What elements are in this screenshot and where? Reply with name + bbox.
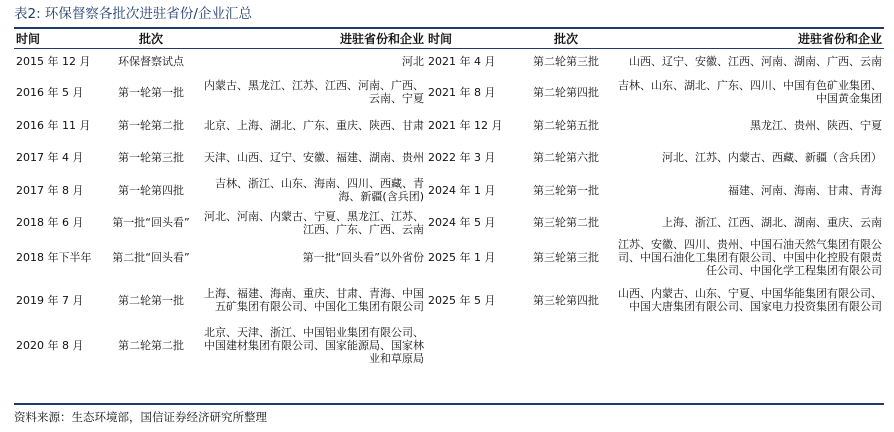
cell-batch-right: 第二轮第六批	[533, 151, 599, 164]
header-provinces-right: 进驻省份和企业	[797, 32, 882, 46]
cell-batch: 第二轮第二批	[118, 339, 184, 352]
table-row	[14, 238, 884, 277]
cell-provinces-right: 江苏、安徽、四川、贵州、中国石油天然气集团有限公司、中国石油化工集团有限公司、中国中化控股有限责任公司、中国化学工程集团有限公司	[618, 238, 882, 277]
table-row	[14, 48, 884, 75]
cell-time-right: 2025 年 5 月	[428, 293, 496, 307]
cell-time-right: 2024 年 5 月	[428, 216, 496, 229]
table-row	[14, 142, 884, 173]
cell-provinces: 吉林、浙江、山东、海南、四川、西藏、青海、新疆(含兵团)	[215, 177, 424, 203]
table-header-row	[14, 29, 884, 48]
cell-time: 2018 年下半年	[16, 251, 92, 264]
cell-provinces-right: 黑龙江、贵州、陕西、宁夏	[750, 119, 882, 132]
cell-time: 2015 年 12 月	[16, 55, 91, 68]
header-time: 时间	[16, 32, 41, 46]
cell-batch: 第一轮第一批	[118, 85, 184, 99]
cell-batch-right: 第二轮第三批	[533, 55, 599, 68]
table-title: 表2: 环保督察各批次进驻省份/企业汇总	[14, 6, 252, 22]
header-batch-right: 批次	[553, 32, 578, 46]
cell-batch: 第一轮第三批	[118, 151, 184, 164]
table-row	[14, 109, 884, 142]
header-provinces: 进驻省份和企业	[339, 32, 424, 46]
table-row	[14, 173, 884, 207]
cell-batch: 第一轮第二批	[118, 119, 184, 132]
cell-time: 2017 年 4 月	[16, 151, 84, 164]
cell-batch: 第一批“回头看”	[112, 216, 190, 229]
cell-time-right: 2025 年 1 月	[428, 251, 496, 264]
table-row	[14, 75, 884, 109]
table-row	[14, 277, 884, 323]
cell-provinces-right: 山西、内蒙古、山东、宁夏、中国华能集团有限公司、中国大唐集团有限公司、国家电力投资集团有限公司	[618, 287, 882, 313]
cell-batch-right: 第三轮第二批	[533, 216, 599, 229]
cell-provinces-right: 山西、辽宁、安徽、江西、河南、湖南、广西、云南	[629, 55, 882, 68]
cell-time: 2020 年 8 月	[16, 339, 84, 352]
cell-provinces-right	[616, 323, 884, 368]
cell-time-right: 2021 年 8 月	[428, 85, 496, 99]
cell-time-right: 2021 年 4 月	[428, 55, 496, 68]
cell-batch-right: 第三轮第四批	[533, 293, 599, 307]
cell-batch: 第一轮第四批	[118, 183, 184, 197]
cell-batch-right: 第二轮第四批	[533, 85, 599, 99]
cell-provinces: 北京、天津、浙江、中国铝业集团有限公司、中国建材集团有限公司、国家能源局、国家林业和草原局	[204, 326, 424, 365]
cell-batch-right	[516, 323, 616, 368]
cell-provinces: 河北	[402, 55, 424, 68]
cell-time-right	[426, 323, 516, 368]
cell-time: 2016 年 11 月	[16, 119, 91, 132]
cell-provinces: 上海、福建、海南、重庆、甘肃、青海、中国五矿集团有限公司、中国化工集团有限公司	[204, 287, 424, 313]
cell-provinces: 北京、上海、湖北、广东、重庆、陕西、甘肃	[204, 119, 424, 132]
cell-provinces: 天津、山西、辽宁、安徽、福建、湖南、贵州	[204, 151, 424, 164]
cell-batch-right: 第二轮第五批	[533, 119, 599, 132]
cell-batch: 环保督察试点	[118, 55, 184, 68]
cell-time: 2017 年 8 月	[16, 183, 84, 197]
table-row	[14, 323, 884, 368]
cell-time: 2019 年 7 月	[16, 293, 84, 307]
cell-time-right: 2021 年 12 月	[428, 119, 503, 132]
cell-provinces-right: 上海、浙江、江西、湖北、湖南、重庆、云南	[662, 216, 882, 229]
cell-time-right: 2024 年 1 月	[428, 183, 496, 197]
source-note: 资料来源：生态环境部，国信证券经济研究所整理	[14, 410, 267, 424]
cell-time: 2018 年 6 月	[16, 216, 84, 229]
cell-provinces-right: 福建、河南、海南、甘肃、青海	[728, 183, 882, 197]
cell-provinces: 内蒙古、黑龙江、江苏、江西、河南、广西、云南、宁夏	[204, 79, 424, 105]
table-row	[14, 207, 884, 238]
cell-provinces-right: 河北、江苏、内蒙古、西藏、新疆（含兵团）	[662, 151, 882, 164]
header-batch: 批次	[138, 32, 163, 46]
cell-batch: 第二轮第一批	[118, 293, 184, 307]
cell-provinces: 第一批“回头看”以外省份	[302, 251, 424, 264]
cell-batch-right: 第三轮第一批	[533, 183, 599, 197]
table-bottom-rule	[14, 403, 884, 405]
cell-provinces-right: 吉林、山东、湖北、广东、四川、中国有色矿业集团、中国黄金集团	[618, 79, 882, 105]
header-time-right: 时间	[428, 32, 453, 46]
cell-batch: 第二批“回头看”	[112, 251, 190, 264]
cell-time: 2016 年 5 月	[16, 85, 84, 99]
cell-provinces: 河北、河南、内蒙古、宁夏、黑龙江、江苏、江西、广东、广西、云南	[204, 209, 424, 236]
cell-time-right: 2022 年 3 月	[428, 151, 496, 164]
inspection-batches-table	[14, 29, 884, 368]
cell-batch-right: 第三轮第三批	[533, 251, 599, 264]
